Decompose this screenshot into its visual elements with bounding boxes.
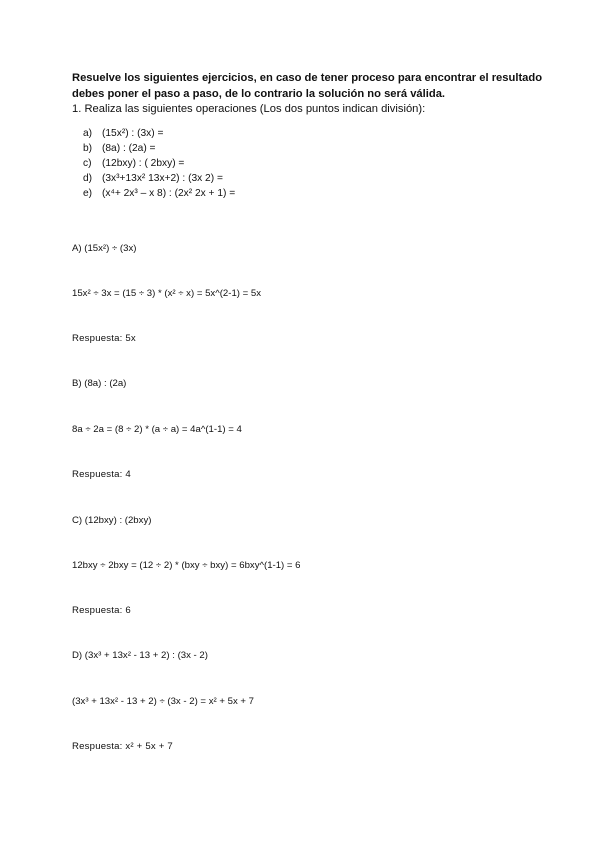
exercise-text: (x⁴+ 2x³ – x 8) : (2x² 2x + 1) =: [102, 188, 236, 199]
answer-a: Respuesta: 5x: [72, 333, 136, 344]
question-title: 1. Realiza las siguientes operaciones (Los dos puntos indican división):: [72, 103, 426, 115]
exercise-list: [83, 126, 235, 201]
solution-step-a: 15x² ÷ 3x = (15 ÷ 3) * (x² ÷ x) = 5x^(2-1) = 5x: [72, 288, 262, 299]
exercise-label: e): [83, 188, 93, 199]
exercise-text: (15x²) : (3x) =: [102, 128, 164, 139]
exercise-item: [83, 141, 235, 156]
solution-heading-d: D) (3x³ + 13x² - 13 + 2) : (3x - 2): [72, 650, 208, 661]
solution-heading-c: C) (12bxy) : (2bxy): [72, 515, 152, 526]
solution-heading-a: A) (15x²) ÷ (3x): [72, 243, 137, 254]
solution-heading-b: B) (8a) : (2a): [72, 378, 127, 389]
exercise-text: (8a) : (2a) =: [102, 143, 156, 154]
answer-d: Respuesta: x² + 5x + 7: [72, 741, 173, 752]
exercise-item: [83, 186, 235, 201]
answer-b: Respuesta: 4: [72, 469, 131, 480]
answer-c: Respuesta: 6: [72, 605, 131, 616]
exercise-label: c): [83, 158, 92, 169]
exercise-label: a): [83, 128, 93, 139]
exercise-text: (12bxy) : ( 2bxy) =: [102, 158, 185, 169]
exercise-item: [83, 171, 235, 186]
solution-step-d: (3x³ + 13x² - 13 + 2) ÷ (3x - 2) = x² + 5x + 7: [72, 696, 255, 707]
exercise-label: b): [83, 143, 93, 154]
exercise-text: (3x³+13x² 13x+2) : (3x 2) =: [102, 173, 223, 184]
exercise-item: [83, 156, 235, 171]
exercise-label: d): [83, 173, 93, 184]
solution-step-c: 12bxy ÷ 2bxy = (12 ÷ 2) * (bxy ÷ bxy) = 6bxy^(1-1) = 6: [72, 560, 301, 571]
instructions-paragraph: Resuelve los siguientes ejercicios, en caso de tener proceso para encontrar el resultado debes poner el paso a paso, de lo contrario la solución no será válida.: [72, 72, 543, 100]
solution-step-b: 8a ÷ 2a = (8 ÷ 2) * (a ÷ a) = 4a^(1-1) = 4: [72, 424, 242, 435]
exercise-item: [83, 126, 235, 141]
